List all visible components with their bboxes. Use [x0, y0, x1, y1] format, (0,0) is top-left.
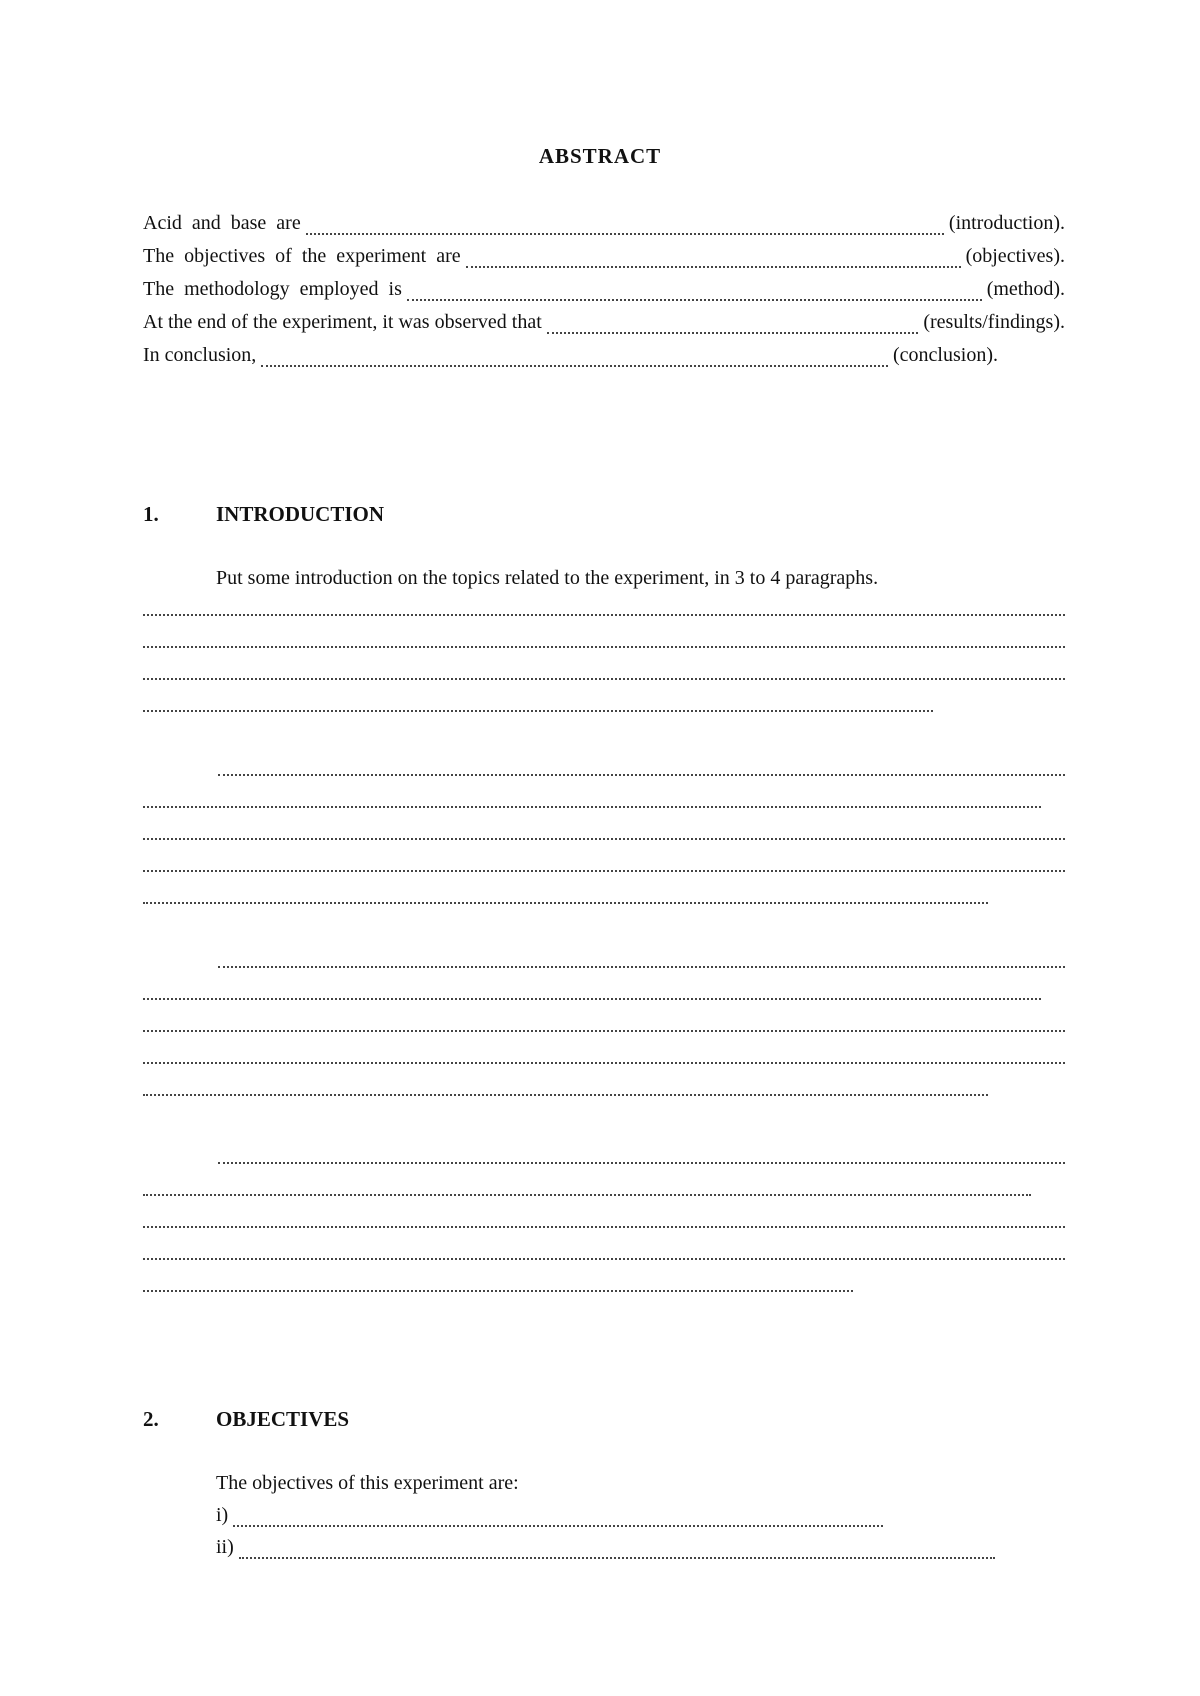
fill-line[interactable] — [143, 1256, 1065, 1260]
fill-line[interactable] — [143, 1192, 1031, 1196]
fill-in-blank[interactable] — [547, 318, 919, 334]
objective-label: i) — [216, 1504, 229, 1526]
abstract-intro-lead: Acid and base are — [143, 212, 301, 234]
fill-line[interactable] — [143, 836, 1065, 840]
fill-line[interactable] — [143, 1224, 1065, 1228]
section-heading-introduction: INTRODUCTION — [216, 502, 385, 526]
abstract-results-tail: (results/findings). — [923, 311, 1065, 333]
abstract-intro-line — [143, 208, 1065, 238]
fill-in-blank[interactable] — [306, 219, 944, 235]
abstract-conclusion-lead: In conclusion, — [143, 344, 257, 366]
fill-line[interactable] — [143, 804, 1041, 808]
fill-in-blank[interactable] — [407, 285, 982, 301]
fill-in-blank[interactable] — [261, 351, 888, 367]
objectives-intro: The objectives of this experiment are: — [216, 1472, 519, 1494]
fill-in-blank[interactable] — [239, 1543, 995, 1559]
fill-line[interactable] — [218, 1160, 1065, 1164]
abstract-objectives-tail: (objectives). — [965, 245, 1065, 267]
abstract-method-lead: The methodology employed is — [143, 278, 402, 300]
abstract-method-line — [143, 274, 1065, 304]
abstract-results-lead: At the end of the experiment, it was observed that — [143, 311, 542, 333]
fill-line[interactable] — [143, 676, 1065, 680]
abstract-title: ABSTRACT — [538, 144, 662, 168]
abstract-results-line — [143, 307, 1065, 337]
abstract-intro-tail: (introduction). — [948, 212, 1065, 234]
fill-line[interactable] — [143, 708, 933, 712]
fill-line[interactable] — [143, 868, 1065, 872]
abstract-conclusion-line — [143, 340, 998, 370]
introduction-instruction: Put some introduction on the topics related to the experiment, in 3 to 4 paragraphs. — [216, 567, 879, 589]
section-heading-objectives: OBJECTIVES — [216, 1407, 350, 1431]
fill-line[interactable] — [218, 772, 1065, 776]
fill-line[interactable] — [143, 612, 1065, 616]
abstract-conclusion-tail: (conclusion). — [893, 344, 998, 366]
fill-line[interactable] — [143, 1028, 1065, 1032]
fill-in-blank[interactable] — [466, 252, 961, 268]
abstract-objectives-line — [143, 241, 1065, 271]
objective-label: ii) — [216, 1536, 234, 1558]
objective-item — [216, 1500, 888, 1530]
fill-line[interactable] — [143, 996, 1041, 1000]
section-number: 1. — [143, 502, 159, 526]
fill-line[interactable] — [143, 1092, 988, 1096]
abstract-objectives-lead: The objectives of the experiment are — [143, 245, 461, 267]
section-number: 2. — [143, 1407, 159, 1431]
objective-item — [216, 1532, 1000, 1562]
fill-line[interactable] — [143, 1288, 853, 1292]
fill-line[interactable] — [143, 644, 1065, 648]
fill-line[interactable] — [218, 964, 1065, 968]
fill-line[interactable] — [143, 1060, 1065, 1064]
fill-in-blank[interactable] — [233, 1511, 883, 1527]
fill-line[interactable] — [143, 900, 988, 904]
abstract-method-tail: (method). — [986, 278, 1065, 300]
